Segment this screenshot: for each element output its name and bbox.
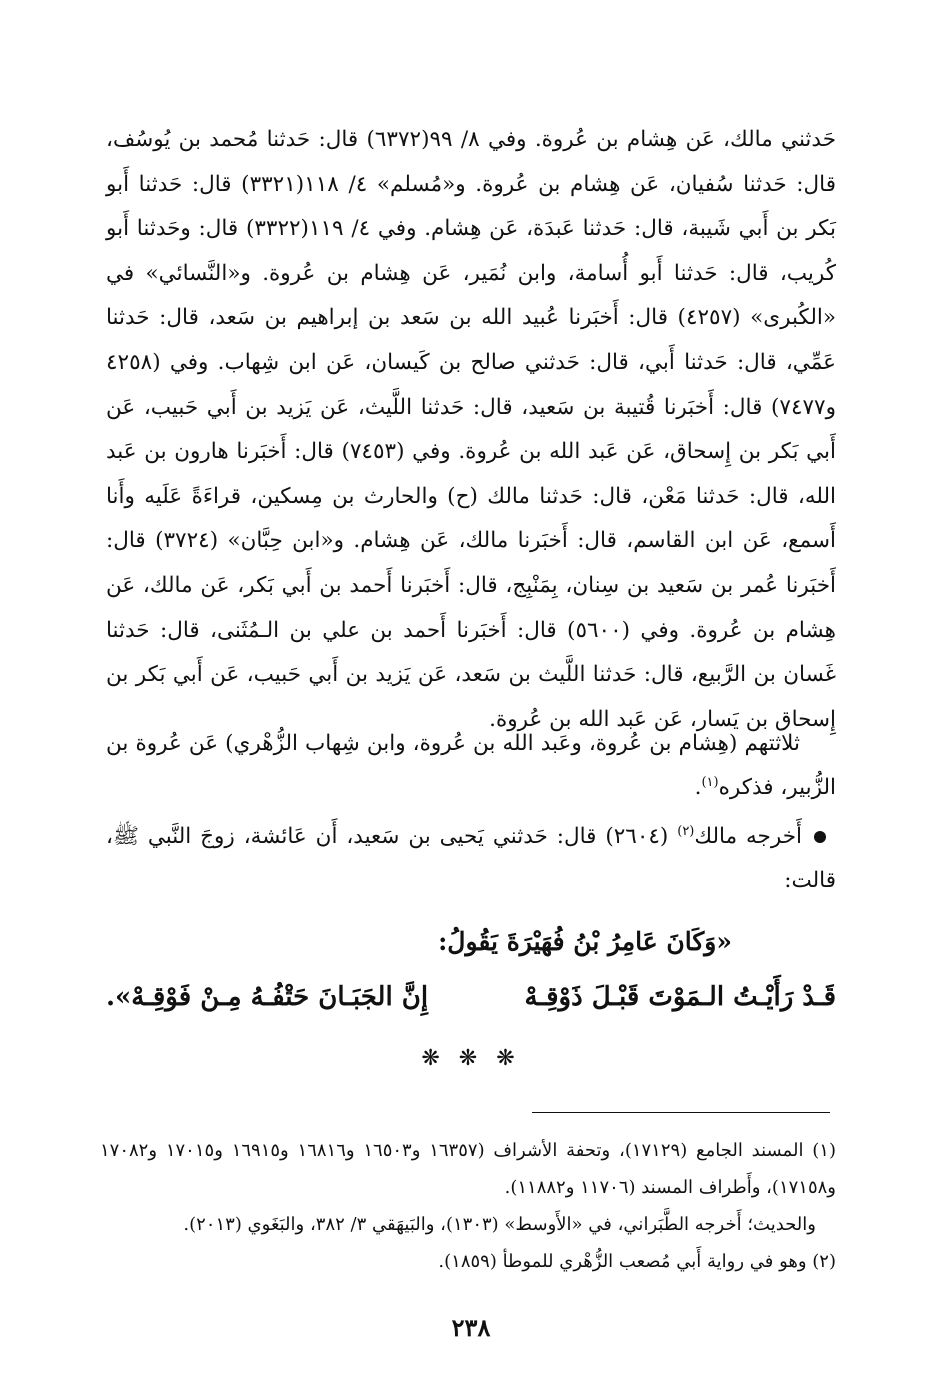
footnote-ref-2[interactable]: (٢): [677, 823, 695, 839]
takhrij-paragraph-block: [106, 815, 836, 903]
summary-paragraph: [106, 722, 836, 810]
footnote-2: (٢) وهو في رواية أَبي مُصعب الزُّهْري للموطأ (١٨٥٩).: [438, 1251, 836, 1272]
footnote-1: (١) المسند الجامع (١٧١٢٩)، وتحفة الأشراف (١٦٣٥٧ و١٦٥٠٣ و١٦٨١٦ و١٦٩١٥ و١٧٠١٥ و١٧٠٨٢ و١٧١٥٨)، وأَطراف المسند (١١٧٠٦ و١١٨٨٢).: [100, 1140, 836, 1198]
footnote-1-continuation: والحديث؛ أَخرجه الطَّبَراني، في «الأَوسط» (١٣٠٣)، والبَيهَقي ٣/ ٣٨٢، والبَغَوي (٢٠١٣).: [183, 1214, 816, 1235]
footnote-divider: [532, 1112, 830, 1113]
summary-text: ثلاثتهم (هِشام بن عُروة، وعَبد الله بن عُروة، وابن شِهاب الزُّهْري) عَن عُروة بن الزُّبير، فذكره: [106, 731, 836, 800]
main-text-block: [106, 118, 836, 742]
poetry-verse: [106, 972, 836, 1022]
bullet-icon: [814, 831, 826, 843]
summary-end: .: [694, 775, 702, 800]
section-separator: ❋ ❋ ❋: [421, 1046, 521, 1071]
verse-second-hemistich: إِنَّ الجَبَـانَ حَتْفُـهُ مِـنْ فَوْقِـهْ».: [106, 982, 429, 1012]
summary-paragraph-block: [106, 722, 836, 810]
page-number: ٢٣٨: [451, 1313, 491, 1342]
verse-intro: «وَكَانَ عَامِرُ بْنُ فُهَيْرَةَ يَقُولُ:: [438, 927, 732, 956]
hadith-chain-paragraph: حَدثني مالك، عَن هِشام بن عُروة. وفي ٨/ ٩٩(٦٣٧٢) قال: حَدثنا مُحمد بن يُوسُف، قال: حَدثنا سُفيان، عَن هِشام بن عُروة. و«مُسلم» ٤/ ١١٨(٣٣٢١) قال: حَدثنا أَبو بَكر بن أَبي شَيبة، قال: حَدثنا عَبدَة، عَن هِشام. وفي ٤/ ١١٩(٣٣٢٢) قال: وحَدثنا أَبو كُريب، قال: حَدثنا أَبو أُسامة، وابن نُمَير، عَن هِشام بن عُروة. و«النَّسائي» في «الكُبرى» (٤٢٥٧) قال: أَخبَرنا عُبيد الله بن سَعد بن إبراهيم بن سَعد، قال: حَدثنا عَمِّي، قال: حَدثنا أَبي، قال: حَدثني صالح بن كَيسان، عَن ابن شِهاب. وفي (٤٢٥٨ و٧٤٧٧) قال: أَخبَرنا قُتيبة بن سَعيد، قال: حَدثنا اللَّيث، عَن يَزيد بن أَبي حَبيب، عَن أَبي بَكر بن إِسحاق، عَن عَبد الله بن عُروة. وفي (٧٤٥٣) قال: أَخبَرنا هارون بن عَبد الله، قال: حَدثنا مَعْن، قال: حَدثنا مالك (ح) والحارث بن مِسكين، قراءَةً عَلَيه وأَنا أَسمع، عَن ابن القاسم، قال: أَخبَرنا مالك، عَن هِشام. و«ابن حِبَّان» (٣٧٢٤) قال: أَخبَرنا عُمر بن سَعيد بن سِنان، بِمَنْبِج، قال: أَخبَرنا أَحمد بن أَبي بَكر، عَن مالك، عَن هِشام بن عُروة. وفي (٥٦٠٠) قال: أَخبَرنا أَحمد بن علي بن الـمُثَنى، قال: حَدثنا غَسان بن الرَّبيع، قال: حَدثنا اللَّيث بن سَعد، عَن يَزيد بن أَبي حَبيب، عَن أَبي بَكر بن إِسحاق بن يَسار، عَن عَبد الله بن عُروة.: [106, 127, 837, 732]
takhrij-paragraph: [106, 815, 836, 903]
verse-first-hemistich: قَـدْ رَأَيْـتُ الـمَوْتَ قَبْـلَ ذَوْقِـهْ: [524, 982, 836, 1012]
takhrij-text-b: (٢٦٠٤) قال: حَدثني يَحيى بن سَعيد، أَن عَائشة، زوجَ النَّبي ﷺ، قالت:: [106, 824, 836, 893]
footnote-ref-1[interactable]: (١): [701, 774, 719, 790]
footnotes-block: [100, 1132, 836, 1280]
takhrij-text-a: أَخرجه مالك: [694, 824, 802, 849]
